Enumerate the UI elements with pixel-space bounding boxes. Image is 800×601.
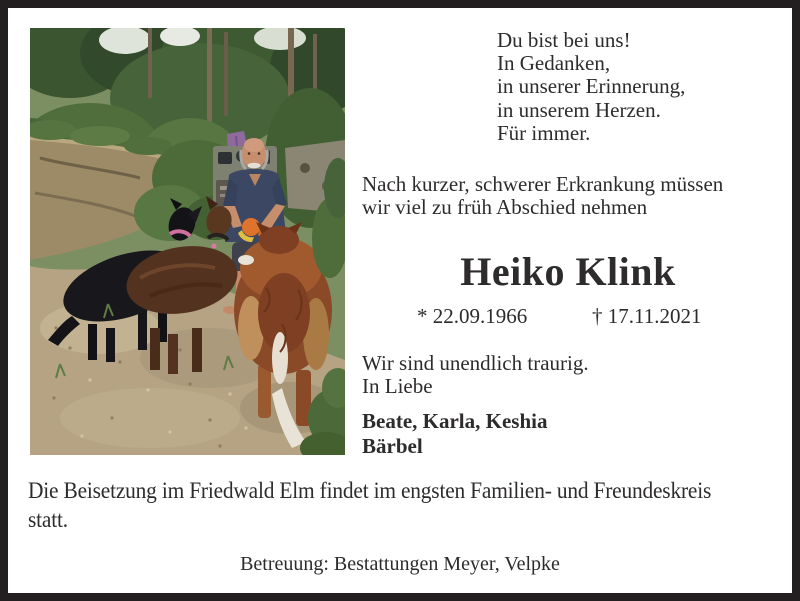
orange-toy	[242, 218, 260, 236]
death-symbol: †	[592, 304, 603, 328]
death-date	[592, 304, 701, 329]
birth-date	[417, 304, 527, 329]
memorial-poem	[497, 29, 685, 145]
burial-notice	[28, 476, 711, 534]
poem-line: in unserem Herzen.	[497, 97, 661, 122]
mourners-line: Bärbel	[362, 434, 423, 458]
condolence-line: In Liebe	[362, 374, 433, 398]
poem-line: Du bist bei uns!	[497, 28, 631, 52]
condolence-text	[362, 352, 589, 398]
condolence-line: Wir sind unendlich traurig.	[362, 351, 589, 375]
burial-notice-line: Die Beisetzung im Friedwald Elm findet im engsten Familien- und Freundeskreis	[28, 478, 712, 503]
mourners-line: Beate, Karla, Keshia	[362, 409, 548, 433]
announcement-text	[362, 173, 723, 219]
deceased-name: Heiko Klink	[460, 249, 676, 294]
obituary-content	[8, 8, 792, 593]
mourners-names	[362, 409, 547, 459]
death-date-value: 17.11.2021	[607, 304, 702, 328]
poem-line: Für immer.	[497, 120, 591, 145]
poem-line: In Gedanken,	[497, 51, 611, 76]
announcement-line: Nach kurzer, schwerer Erkrankung müssen	[362, 172, 724, 196]
burial-notice-line: statt.	[28, 507, 68, 532]
announcement-line: wir viel zu früh Abschied nehmen	[362, 195, 648, 219]
birth-date-value: 22.09.1966	[432, 304, 528, 328]
tree-trunk	[148, 28, 152, 98]
birth-symbol: *	[417, 304, 428, 328]
funeral-home-line: Betreuung: Bestattungen Meyer, Velpke	[240, 553, 560, 575]
poem-line: in unserer Erinnerung,	[497, 74, 686, 99]
memorial-photo	[30, 28, 345, 455]
mustache	[248, 163, 261, 169]
